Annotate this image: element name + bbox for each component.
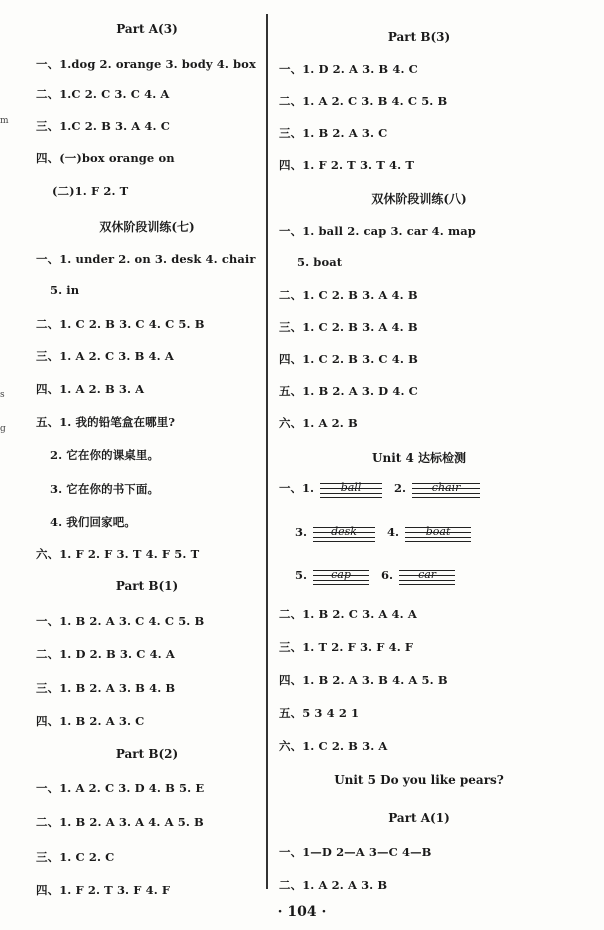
answer-line: (二)1. F 2. T: [52, 184, 129, 198]
answer-line: 四、1. A 2. B 3. A: [36, 382, 145, 396]
handwritten-word: cap: [331, 568, 351, 581]
answer-line: 六、1. F 2. F 3. T 4. F 5. T: [36, 547, 200, 561]
answer-line: 五、1. 我的铅笔盒在哪里?: [36, 415, 176, 429]
answer-line: 四、1. B 2. A 3. C: [36, 714, 145, 728]
answer-line: 三、1. T 2. F 3. F 4. F: [279, 640, 414, 654]
answer-line: 二、1. C 2. B 3. C 4. C 5. B: [36, 317, 205, 331]
section-heading: Part A(3): [116, 22, 178, 36]
answer-line: 三、1. B 2. A 3. C: [279, 126, 388, 140]
handwriting-lines: [399, 567, 455, 585]
answer-line: 二、1.C 2. C 3. C 4. A: [36, 87, 170, 101]
section-heading: Unit 5 Do you like pears?: [334, 773, 504, 787]
answer-line: 二、1. D 2. B 3. C 4. A: [36, 647, 175, 661]
section-heading: 双休阶段训练(七): [99, 220, 195, 234]
handwritten-word: chair: [431, 481, 461, 494]
margin-mark: m: [0, 116, 9, 126]
answer-line: 二、1. B 2. C 3. A 4. A: [279, 607, 417, 621]
handwriting-row: [295, 567, 463, 585]
answer-line: 三、1.C 2. B 3. A 4. C: [36, 119, 170, 133]
margin-mark: s: [0, 390, 5, 400]
answer-line: 一、1. A 2. C 3. D 4. B 5. E: [36, 781, 205, 795]
section-heading: Part B(2): [115, 747, 179, 761]
answer-line: 六、1. C 2. B 3. A: [279, 739, 388, 753]
answer-line: 2. 它在你的课桌里。: [50, 448, 160, 462]
handwriting-row: [279, 480, 488, 498]
question-number: 4.: [387, 525, 400, 539]
answer-line: 六、1. A 2. B: [279, 416, 358, 430]
handwritten-word: car: [418, 568, 437, 581]
handwritten-word: ball: [340, 481, 362, 494]
margin-mark: g: [0, 424, 6, 434]
answer-line: 三、1. C 2. B 3. A 4. B: [279, 320, 418, 334]
page-number: · 104 ·: [277, 904, 327, 920]
answer-line: 三、1. C 2. C: [36, 850, 115, 864]
section-heading: Unit 4 达标检测: [372, 451, 466, 465]
answer-line: 五、5 3 4 2 1: [279, 706, 360, 720]
answer-line: 一、1. ball 2. cap 3. car 4. map: [279, 224, 476, 238]
answer-line: 五、1. B 2. A 3. D 4. C: [279, 384, 418, 398]
handwritten-word: desk: [331, 525, 357, 538]
handwriting-lines: [313, 524, 375, 542]
handwriting-lines: [405, 524, 471, 542]
handwriting-lines: [412, 480, 480, 498]
answer-line: 二、1. B 2. A 3. A 4. A 5. B: [36, 815, 204, 829]
answer-line: 三、1. A 2. C 3. B 4. A: [36, 349, 174, 363]
section-heading: Part B(1): [115, 579, 179, 593]
answer-line: 四、1. B 2. A 3. B 4. A 5. B: [279, 673, 448, 687]
answer-line: 四、1. C 2. B 3. C 4. B: [279, 352, 418, 366]
answer-line: 四、1. F 2. T 3. T 4. T: [279, 158, 414, 172]
answer-line: 5. boat: [297, 255, 343, 269]
handwritten-word: boat: [425, 525, 451, 538]
answer-line: 一、1—D 2—A 3—C 4—B: [279, 845, 432, 859]
question-number: 2.: [394, 481, 407, 495]
handwriting-lines: [313, 567, 369, 585]
section-heading: Part B(3): [387, 30, 451, 44]
answer-line: 5. in: [50, 283, 80, 297]
question-number: 3.: [295, 525, 308, 539]
answer-line: 四、1. F 2. T 3. F 4. F: [36, 883, 171, 897]
answer-line: 三、1. B 2. A 3. B 4. B: [36, 681, 176, 695]
question-number: 6.: [381, 568, 394, 582]
handwriting-row: [295, 524, 479, 542]
section-heading: 双休阶段训练(八): [371, 192, 467, 206]
section-heading: Part A(1): [388, 811, 450, 825]
answer-line: 二、1. A 2. C 3. B 4. C 5. B: [279, 94, 448, 108]
question-number: 一、1.: [279, 481, 315, 495]
answer-line: 四、(一)box orange on: [36, 151, 175, 165]
answer-line: 一、1.dog 2. orange 3. body 4. box: [36, 57, 256, 71]
answer-line: 二、1. C 2. B 3. A 4. B: [279, 288, 418, 302]
answer-line: 一、1. under 2. on 3. desk 4. chair: [36, 252, 256, 266]
answer-line: 4. 我们回家吧。: [50, 515, 136, 529]
answer-line: 一、1. B 2. A 3. C 4. C 5. B: [36, 614, 205, 628]
column-divider: [266, 14, 268, 889]
answer-line: 二、1. A 2. A 3. B: [279, 878, 388, 892]
answer-line: 3. 它在你的书下面。: [50, 482, 160, 496]
question-number: 5.: [295, 568, 308, 582]
handwriting-lines: [320, 480, 382, 498]
answer-line: 一、1. D 2. A 3. B 4. C: [279, 62, 418, 76]
